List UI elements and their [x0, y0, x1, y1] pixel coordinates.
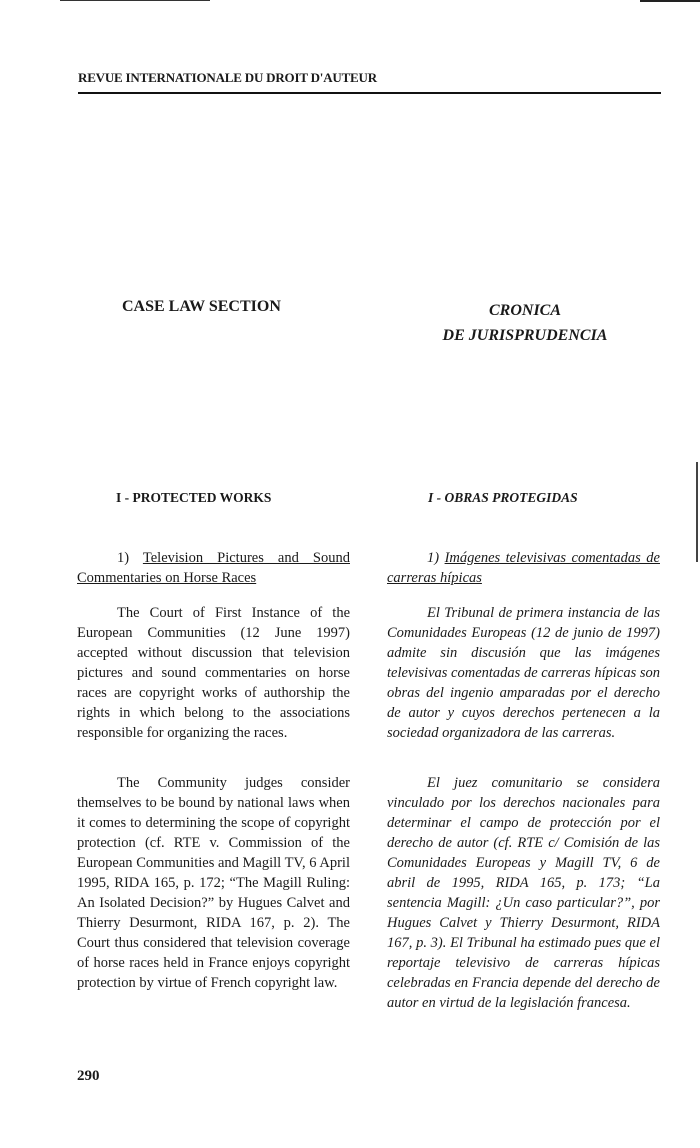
case-number-english: 1): [117, 550, 143, 566]
header-rule: [78, 92, 661, 94]
page-number: 290: [77, 1068, 100, 1084]
scan-artifact-top-left: [60, 0, 210, 1]
subsection-heading-spanish: I - OBRAS PROTEGIDAS: [428, 490, 578, 505]
case-number-spanish: 1): [427, 550, 445, 566]
running-header: REVUE INTERNATIONALE DU DROIT D'AUTEUR: [78, 70, 377, 85]
section-title-spanish-line2: DE JURISPRUDENCIA: [442, 327, 608, 344]
case-title-spanish-text: Imágenes televisivas comentadas de carreras hípicas: [387, 550, 660, 586]
paragraph-spanish-2-text: El juez comunitario se considera vinculado por los derechos nacionales para determinar el campo de protección por el derecho de autor (cf. RTE c/ Comisión de las Comunidades Europeas y Magill TV, 6 de abril de 1995, RIDA 165, p. 173; “La sentencia Magill: ¿Un caso particular?”, por Hugues Calvet y Thierry Desurmont, RIDA 167, p. 3). El Tribunal ha estimado pues que el reportaje televisivo de carreras hípicas celebradas en Francia depende del derecho de autor en virtud de la legislación francesa.: [387, 775, 660, 1011]
paragraph-english-1: [77, 603, 350, 743]
paragraph-spanish-2: [387, 773, 660, 1013]
paragraph-spanish-1-text: El Tribunal de primera instancia de las Comunidades Europeas (12 de junio de 1997) admite sin discusión que las imágenes televisivas comentadas de carreras hípicas son obras del ingenio amparadas por el derecho de autor y cuyos derechos pertenecen a la sociedad organizadora de las carreras.: [387, 605, 660, 741]
paragraph-spanish-1: [387, 603, 660, 743]
scan-artifact-right-edge: [696, 462, 698, 562]
section-title-spanish: [390, 298, 660, 348]
paragraph-english-2: [77, 773, 350, 993]
subsection-heading-english: I - PROTECTED WORKS: [116, 490, 272, 505]
section-title-english: CASE LAW SECTION: [122, 298, 281, 315]
paragraph-english-2-text: The Community judges consider themselves to be bound by national laws when it comes to determining the scope of copyright protection (cf. RTE v. Commission of the European Communities and Magill TV, 6 April 1995, RIDA 165, p. 172; “The Magill Ruling: An Isolated Decision?” by Hugues Calvet and Thierry Desurmont, RIDA 167, p. 2). The Court thus considered that television coverage of horse races held in France enjoys copyright protection by virtue of French copyright law.: [77, 775, 350, 991]
section-title-spanish-line1: CRONICA: [488, 302, 562, 319]
case-title-english: [77, 548, 350, 588]
case-title-spanish: [387, 548, 660, 588]
scan-artifact-top-right: [640, 0, 700, 2]
paragraph-english-1-text: The Court of First Instance of the European Communities (12 June 1997) accepted without discussion that television pictures and sound commentaries on horse races are copyright works of authorship the rights in which belong to the associations responsible for organizing the races.: [77, 605, 350, 741]
case-title-english-text: Television Pictures and Sound Commentaries on Horse Races: [77, 550, 350, 586]
